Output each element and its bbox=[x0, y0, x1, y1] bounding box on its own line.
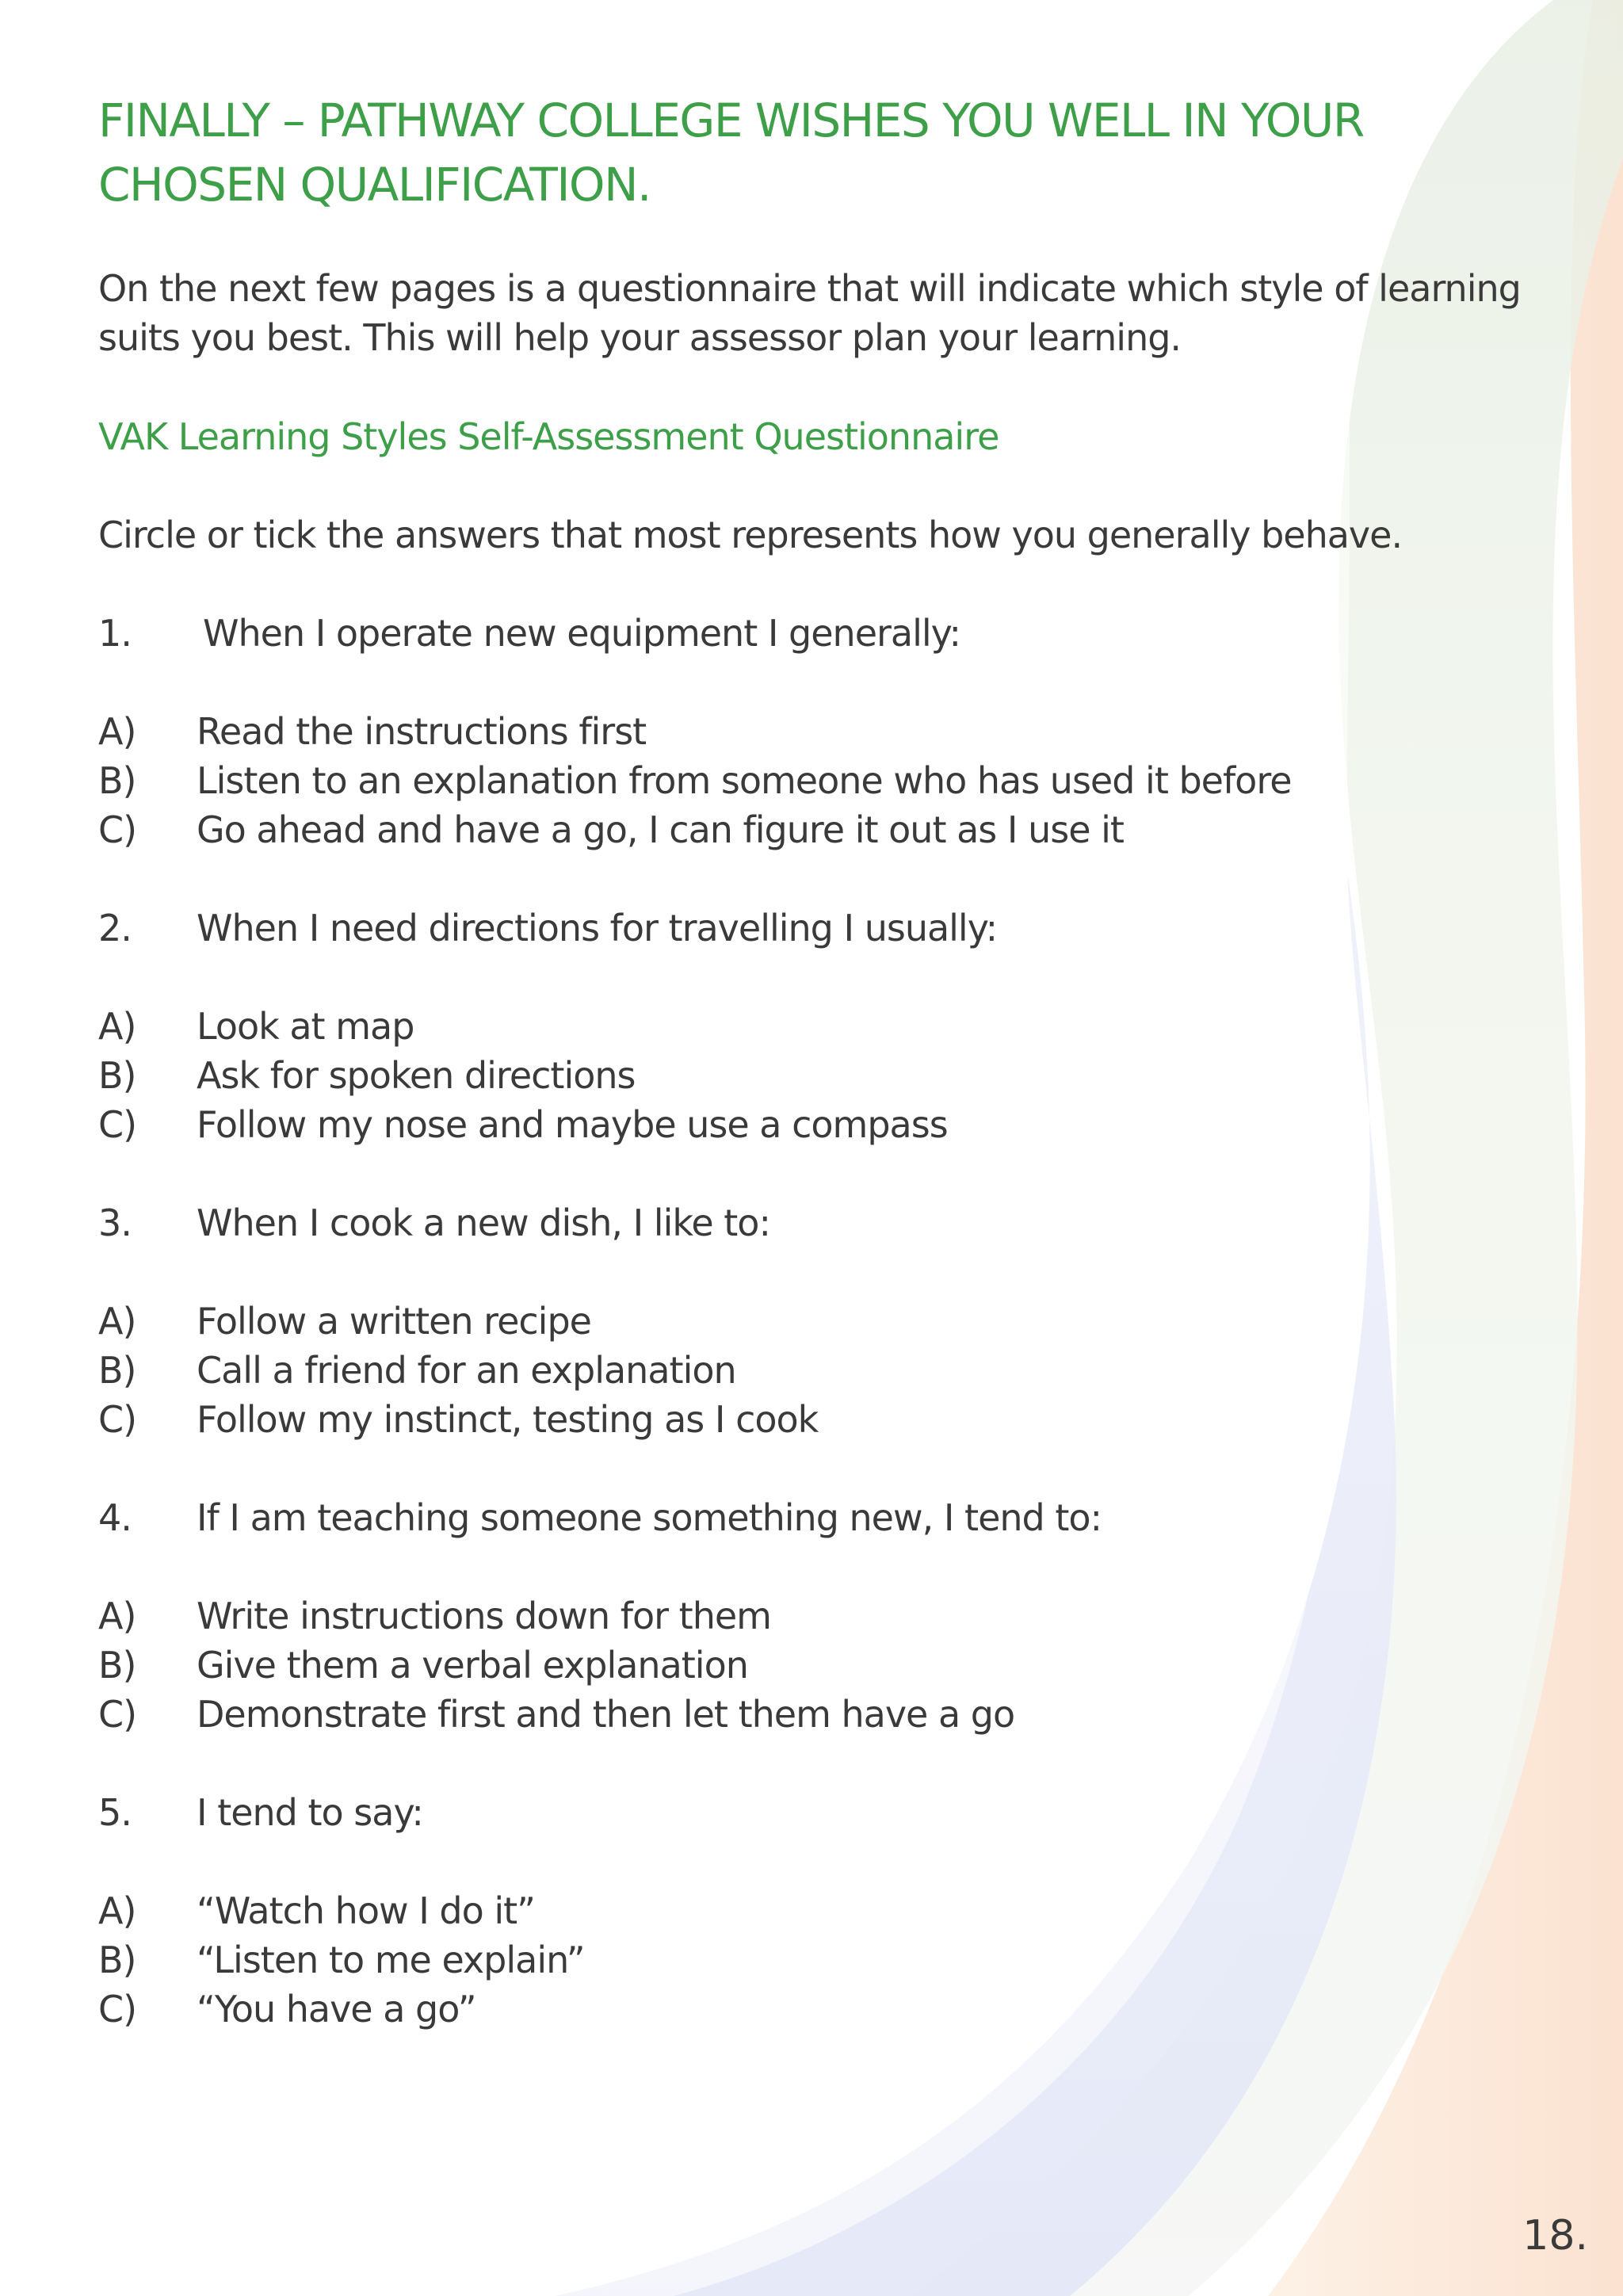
option-text: “Watch how I do it” bbox=[197, 1889, 536, 1932]
option-text: Follow my instinct, testing as I cook bbox=[197, 1398, 819, 1441]
option-text: Listen to an explanation from someone who has used it before bbox=[197, 759, 1292, 802]
option-text: Look at map bbox=[197, 1005, 414, 1048]
option-letter: A) bbox=[98, 710, 136, 753]
option-letter: B) bbox=[98, 759, 136, 802]
option-text: Demonstrate first and then let them have a go bbox=[197, 1693, 1015, 1736]
question-number: 4. bbox=[98, 1496, 132, 1539]
intro-line-2: suits you best. This will help your assessor plan your learning. bbox=[98, 316, 1182, 359]
option-letter: B) bbox=[98, 1054, 136, 1097]
instruction-text: Circle or tick the answers that most represents how you generally behave. bbox=[98, 514, 1403, 556]
question-number: 2. bbox=[98, 907, 132, 949]
option-letter: A) bbox=[98, 1889, 136, 1932]
intro-paragraph bbox=[98, 264, 1521, 362]
option-letter: A) bbox=[98, 1005, 136, 1048]
option-letter: A) bbox=[98, 1300, 136, 1343]
option-letter: C) bbox=[98, 808, 137, 851]
page-heading-line-2: CHOSEN QUALIFICATION. bbox=[98, 158, 651, 212]
option-text: Go ahead and have a go, I can figure it out as I use it bbox=[197, 808, 1124, 851]
page-number: 18. bbox=[1522, 2212, 1588, 2260]
question-text: When I cook a new dish, I like to: bbox=[197, 1201, 770, 1244]
option-letter: C) bbox=[98, 1103, 137, 1146]
intro-line-1: On the next few pages is a questionnaire that will indicate which style of learning bbox=[98, 267, 1521, 310]
question-text: When I operate new equipment I generally: bbox=[203, 612, 961, 655]
questionnaire-title: VAK Learning Styles Self-Assessment Questionnaire bbox=[98, 415, 999, 458]
option-letter: B) bbox=[98, 1939, 136, 1981]
option-letter: B) bbox=[98, 1349, 136, 1392]
option-letter: C) bbox=[98, 1988, 137, 2030]
page-heading-line-1: FINALLY – PATHWAY COLLEGE WISHES YOU WELL IN YOUR bbox=[98, 94, 1364, 147]
option-text: Write instructions down for them bbox=[197, 1595, 771, 1637]
question-number: 3. bbox=[98, 1201, 132, 1244]
option-text: Ask for spoken directions bbox=[197, 1054, 636, 1097]
option-text: Give them a verbal explanation bbox=[197, 1644, 748, 1687]
option-text: Follow my nose and maybe use a compass bbox=[197, 1103, 948, 1146]
option-letter: B) bbox=[98, 1644, 136, 1687]
option-text: Follow a written recipe bbox=[197, 1300, 591, 1343]
question-number: 5. bbox=[98, 1791, 132, 1834]
question-text: If I am teaching someone something new, I tend to: bbox=[197, 1496, 1102, 1539]
option-text: “You have a go” bbox=[197, 1988, 476, 2030]
option-text: “Listen to me explain” bbox=[197, 1939, 585, 1981]
option-letter: C) bbox=[98, 1693, 137, 1736]
option-letter: A) bbox=[98, 1595, 136, 1637]
option-text: Read the instructions first bbox=[197, 710, 647, 753]
option-letter: C) bbox=[98, 1398, 137, 1441]
page-heading bbox=[98, 89, 1493, 217]
question-number: 1. bbox=[98, 612, 132, 655]
question-text: When I need directions for travelling I usually: bbox=[197, 907, 998, 949]
option-text: Call a friend for an explanation bbox=[197, 1349, 736, 1392]
question-text: I tend to say: bbox=[197, 1791, 423, 1834]
